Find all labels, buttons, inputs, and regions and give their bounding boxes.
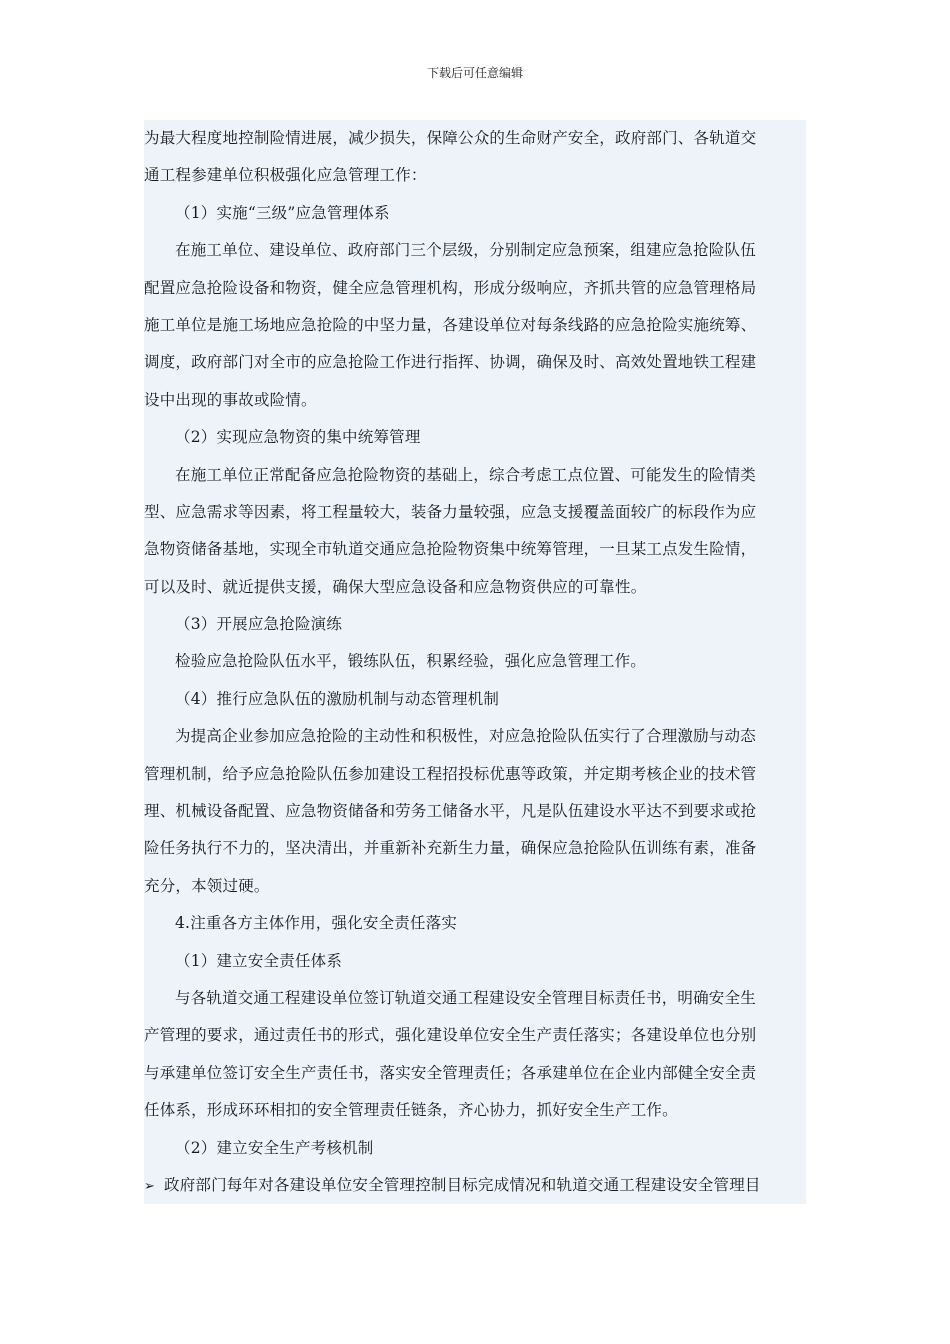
text-line	[144, 569, 806, 606]
text-line-content: 型、应急需求等因素，将工程量较大，装备力量较强，应急支援覆盖面较广的标段作为应	[144, 502, 757, 521]
text-line	[144, 382, 806, 419]
text-line-content: 配置应急抢险设备和物资，健全应急管理机构，形成分级响应，齐抓共管的应急管理格局	[144, 278, 757, 297]
arrow-bullet-icon: ➢	[144, 1178, 156, 1194]
text-line	[144, 232, 806, 269]
text-line	[144, 1017, 806, 1054]
text-line	[144, 1130, 806, 1167]
text-line	[144, 1167, 806, 1204]
text-line	[144, 606, 806, 643]
text-line-content: （2）建立安全生产考核机制	[175, 1138, 374, 1157]
text-line-content: 施工单位是施工场地应急抢险的中坚力量，各建设单位对每条线路的应急抢险实施统筹、	[144, 315, 757, 334]
text-line-content: （2）实现应急物资的集中统筹管理	[175, 428, 421, 447]
text-line-content: 为提高企业参加应急抢险的主动性和积极性，对应急抢险队伍实行了合理激励与动态	[175, 727, 756, 746]
text-line	[144, 1055, 806, 1092]
text-line	[144, 830, 806, 867]
text-line-content: 政府部门每年对各建设单位安全管理控制目标完成情况和轨道交通工程建设安全管理目	[164, 1175, 761, 1194]
text-line	[144, 943, 806, 980]
text-line	[144, 419, 806, 456]
text-line-content: （1）实施“三级”应急管理体系	[175, 203, 390, 222]
text-line-content: 与各轨道交通工程建设单位签订轨道交通工程建设安全管理目标责任书，明确安全生	[175, 988, 756, 1007]
text-line-content: 管理机制，给予应急抢险队伍参加建设工程招投标优惠等政策，并定期考核企业的技术管	[144, 764, 757, 783]
text-line-content: 急物资储备基地，实现全市轨道交通应急抢险物资集中统筹管理，一旦某工点发生险情，	[144, 540, 757, 559]
text-line-content: （1）建立安全责任体系	[175, 951, 343, 970]
text-line-content: 设中出现的事故或险情。	[144, 390, 317, 409]
text-line	[144, 980, 806, 1017]
text-line-content: 产管理的要求，通过责任书的形式，强化建设单位安全生产责任落实；各建设单位也分别	[144, 1026, 757, 1045]
text-line	[144, 344, 806, 381]
text-line-content: 检验应急抢险队伍水平，锻练队伍，积累经验，强化应急管理工作。	[175, 652, 647, 671]
text-line-content: 理、机械设备配置、应急物资储备和劳务工储备水平，凡是队伍建设水平达不到要求或抢	[144, 802, 757, 821]
document-body	[144, 120, 806, 1204]
text-line	[144, 756, 806, 793]
text-line	[144, 157, 806, 194]
text-line-content: （3）开展应急抢险演练	[175, 615, 343, 634]
text-line-content: 调度，政府部门对全市的应急抢险工作进行指挥、协调，确保及时、高效处置地铁工程建	[144, 353, 757, 372]
text-line	[144, 307, 806, 344]
text-line-content: 任体系，形成环环相扣的安全管理责任链条，齐心协力，抓好安全生产工作。	[144, 1101, 678, 1120]
text-line	[144, 718, 806, 755]
text-line-content: 通工程参建单位积极强化应急管理工作：	[144, 166, 427, 185]
text-line-content: 可以及时、就近提供支援，确保大型应急设备和应急物资供应的可靠性。	[144, 577, 647, 596]
text-line	[144, 643, 806, 680]
text-line-content: 4.注重各方主体作用，强化安全责任落实	[175, 914, 458, 933]
text-line	[144, 531, 806, 568]
text-line	[144, 494, 806, 531]
text-line	[144, 1092, 806, 1129]
text-line	[144, 120, 806, 157]
text-line-content: 与承建单位签订安全生产责任书，落实安全管理责任；各承建单位在企业内部健全安全责	[144, 1063, 757, 1082]
text-line	[144, 868, 806, 905]
text-line-content: 充分，本领过硬。	[144, 876, 270, 895]
text-line-content: 为最大程度地控制险情进展，减少损失，保障公众的生命财产安全，政府部门、各轨道交	[144, 129, 757, 147]
text-line	[144, 270, 806, 307]
text-line	[144, 905, 806, 942]
text-line-content: （4）推行应急队伍的激励机制与动态管理机制	[175, 689, 500, 708]
text-line-content: 在施工单位、建设单位、政府部门三个层级，分别制定应急预案，组建应急抢险队伍	[175, 241, 756, 260]
text-line	[144, 457, 806, 494]
text-line-content: 在施工单位正常配备应急抢险物资的基础上，综合考虑工点位置、可能发生的险情类	[175, 465, 756, 484]
page-header: 下载后可任意编辑	[426, 66, 523, 80]
text-line	[144, 195, 806, 232]
text-line	[144, 681, 806, 718]
text-line	[144, 793, 806, 830]
text-line-content: 险任务执行不力的，坚决清出，并重新补充新生力量，确保应急抢险队伍训练有素，准备	[144, 839, 757, 858]
